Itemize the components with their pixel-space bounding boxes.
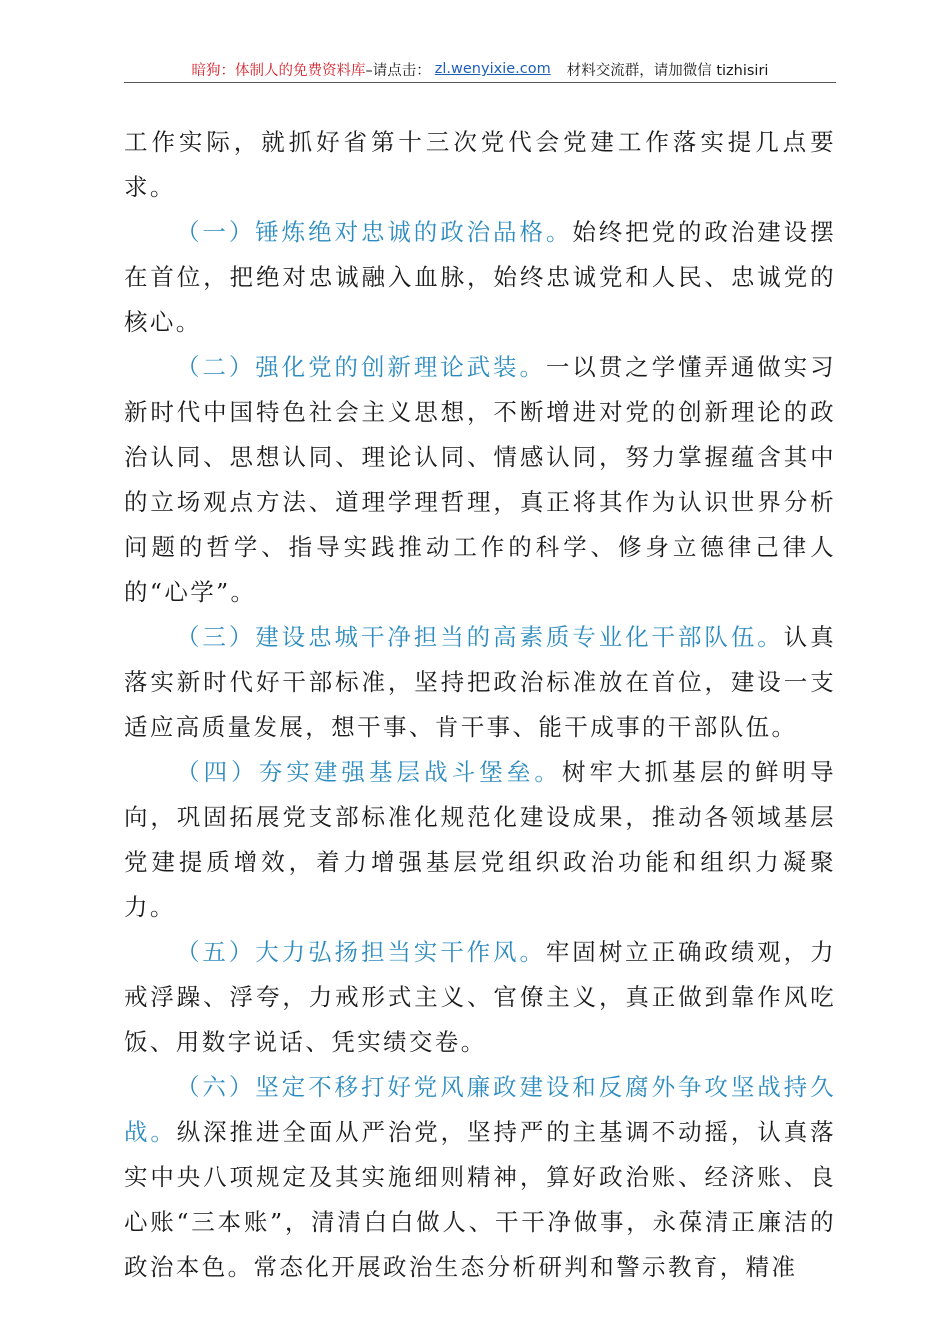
- paragraph-item-2: [124, 345, 836, 615]
- paragraph-body: 始终把党的政治建设摆在首位，把绝对忠诚融入血脉，始终忠诚党和人民、忠诚党的核心。: [124, 218, 836, 336]
- paragraph-heading: （四）夯实建强基层战斗堡垒。: [176, 758, 562, 786]
- header-wechat-note: 材料交流群，请加微信 tizhisiri: [566, 62, 769, 79]
- paragraph-body: 纵深推进全面从严治党，坚持严的主基调不动摇，认真落实中央八项规定及其实施细则精神，算好政治账、经济账、良心账“三本账”，清清白白做人、干干净做事，永葆清正廉洁的政治本色。常态化开展政治生态分析研判和警示教育，精准: [124, 1118, 836, 1281]
- paragraph-item-4: [124, 750, 836, 930]
- header-divider: [124, 82, 836, 83]
- header-link[interactable]: zl.wenyixie.com: [434, 61, 551, 77]
- paragraph-item-1: [124, 210, 836, 345]
- paragraph-body: 牢固树立正确政绩观，力戒浮躁、浮夸，力戒形式主义、官僚主义，真正做到靠作风吃饭、用数字说话、凭实绩交卷。: [124, 938, 836, 1056]
- paragraph-item-5: [124, 930, 836, 1065]
- paragraph-heading: （六）坚定不移打好党风廉政建设和反腐外争攻坚战持久战。: [124, 1073, 836, 1146]
- paragraph-item-6: [124, 1065, 836, 1290]
- page-header: [124, 58, 836, 80]
- paragraph-item-3: [124, 615, 836, 750]
- document-body: [124, 120, 836, 1290]
- paragraph-heading: （五）大力弘扬担当实干作风。: [176, 938, 546, 966]
- paragraph-heading: （二）强化党的创新理论武装。: [176, 353, 546, 381]
- paragraph-intro: [124, 120, 836, 210]
- header-click-prompt: –请点击：: [365, 62, 431, 79]
- header-brand: 暗狗：体制人的免费资料库: [191, 62, 366, 79]
- paragraph-heading: （一）锤炼绝对忠诚的政治品格。: [176, 218, 573, 246]
- paragraph-body: 认真落实新时代好干部标准，坚持把政治标准放在首位，建设一支适应高质量发展，想干事、肯干事、能干成事的干部队伍。: [124, 623, 836, 741]
- paragraph-body: 一以贯之学懂弄通做实习新时代中国特色社会主义思想，不断增进对党的创新理论的政治认同、思想认同、理论认同、情感认同，努力掌握蕴含其中的立场观点方法、道理学理哲理，真正将其作为认识世界分析问题的哲学、指导实践推动工作的科学、修身立德律己律人的“心学”。: [124, 353, 836, 606]
- paragraph-body: 工作实际，就抓好省第十三次党代会党建工作落实提几点要求。: [124, 128, 836, 201]
- paragraph-body: 树牢大抓基层的鲜明导向，巩固拓展党支部标准化规范化建设成果，推动各领域基层党建提质增效，着力增强基层党组织政治功能和组织力凝聚力。: [124, 758, 836, 921]
- paragraph-heading: （三）建设忠城干净担当的高素质专业化干部队伍。: [176, 623, 784, 651]
